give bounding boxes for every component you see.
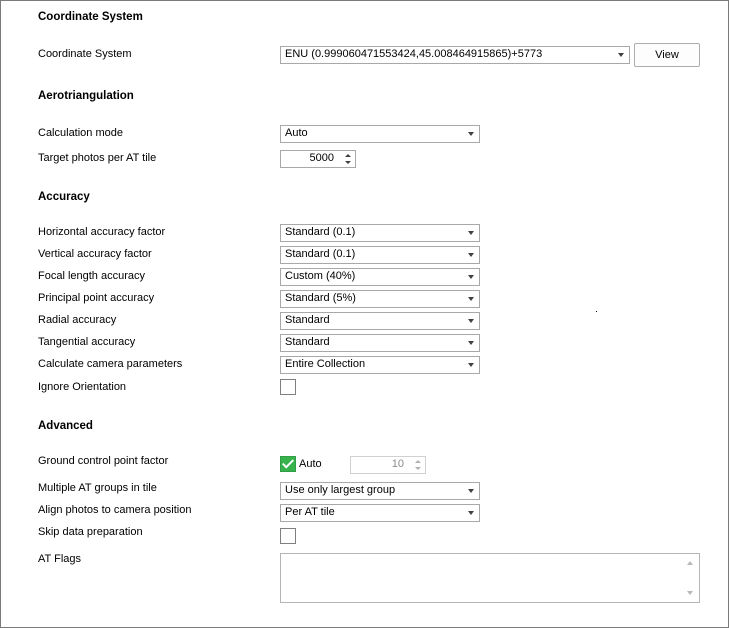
focal-length-accuracy-label: Focal length accuracy xyxy=(38,270,145,282)
multiple-groups-value: Use only largest group xyxy=(285,484,396,496)
tangential-accuracy-dropdown[interactable] xyxy=(280,334,480,352)
chevron-down-icon xyxy=(468,341,474,345)
align-photos-label: Align photos to camera position xyxy=(38,504,192,516)
calculation-mode-dropdown[interactable] xyxy=(280,125,480,143)
target-photos-label: Target photos per AT tile xyxy=(38,152,157,164)
at-flags-textarea[interactable] xyxy=(280,553,700,603)
radial-accuracy-dropdown[interactable] xyxy=(280,312,480,330)
multiple-groups-label: Multiple AT groups in tile xyxy=(38,482,157,494)
spin-up-icon[interactable] xyxy=(345,154,351,157)
principal-point-accuracy-label: Principal point accuracy xyxy=(38,292,155,304)
coordinate-system-dropdown[interactable] xyxy=(280,46,630,64)
spin-up-icon[interactable] xyxy=(415,460,421,463)
gcp-factor-spinbox[interactable] xyxy=(350,456,426,474)
chevron-down-icon xyxy=(468,253,474,257)
chevron-down-icon xyxy=(468,275,474,279)
radial-accuracy-label: Radial accuracy xyxy=(38,314,117,326)
chevron-down-icon xyxy=(468,511,474,515)
skip-data-preparation-checkbox[interactable] xyxy=(280,528,296,544)
radial-accuracy-value: Standard xyxy=(285,314,330,326)
chevron-down-icon xyxy=(468,489,474,493)
gcp-auto-label: Auto xyxy=(299,458,322,470)
camera-parameters-value: Entire Collection xyxy=(285,358,366,370)
focal-length-accuracy-value: Custom (40%) xyxy=(285,270,356,282)
target-photos-value: 5000 xyxy=(309,152,334,164)
ignore-orientation-checkbox[interactable] xyxy=(280,379,296,395)
coordinate-system-label: Coordinate System xyxy=(38,48,132,60)
chevron-down-icon xyxy=(618,53,624,57)
calculation-mode-value: Auto xyxy=(285,127,308,139)
horizontal-accuracy-dropdown[interactable] xyxy=(280,224,480,242)
horizontal-accuracy-label: Horizontal accuracy factor xyxy=(38,226,166,238)
view-button[interactable]: View xyxy=(634,43,700,67)
section-title-accuracy: Accuracy xyxy=(38,191,90,203)
spin-down-icon[interactable] xyxy=(415,467,421,470)
vertical-accuracy-label: Vertical accuracy factor xyxy=(38,248,152,260)
target-photos-spinbox[interactable] xyxy=(280,150,356,168)
chevron-down-icon xyxy=(468,132,474,136)
coordinate-system-value: ENU (0.999060471553424,45.008464915865)+5773 xyxy=(285,48,543,60)
camera-parameters-label: Calculate camera parameters xyxy=(38,358,183,370)
vertical-accuracy-dropdown[interactable] xyxy=(280,246,480,264)
scroll-up-icon[interactable] xyxy=(687,561,693,565)
chevron-down-icon xyxy=(468,319,474,323)
calculation-mode-label: Calculation mode xyxy=(38,127,123,139)
chevron-down-icon xyxy=(468,297,474,301)
tangential-accuracy-value: Standard xyxy=(285,336,330,348)
gcp-factor-value: 10 xyxy=(391,458,404,470)
gcp-auto-checkbox[interactable] xyxy=(280,456,296,472)
multiple-groups-dropdown[interactable] xyxy=(280,482,480,500)
chevron-down-icon xyxy=(468,363,474,367)
scroll-down-icon[interactable] xyxy=(687,591,693,595)
section-title-aerotriangulation: Aerotriangulation xyxy=(38,90,134,102)
gcp-factor-label: Ground control point factor xyxy=(38,455,169,467)
stray-pixel xyxy=(596,311,597,312)
align-photos-value: Per AT tile xyxy=(285,506,335,518)
horizontal-accuracy-value: Standard (0.1) xyxy=(285,226,356,238)
spin-down-icon[interactable] xyxy=(345,161,351,164)
focal-length-accuracy-dropdown[interactable] xyxy=(280,268,480,286)
checkmark-icon xyxy=(282,456,294,468)
section-title-advanced: Advanced xyxy=(38,420,93,432)
vertical-accuracy-value: Standard (0.1) xyxy=(285,248,356,260)
section-title-coordinate-system: Coordinate System xyxy=(38,11,143,23)
principal-point-accuracy-value: Standard (5%) xyxy=(285,292,356,304)
at-flags-label: AT Flags xyxy=(38,553,81,565)
ignore-orientation-label: Ignore Orientation xyxy=(38,381,127,393)
principal-point-accuracy-dropdown[interactable] xyxy=(280,290,480,308)
align-photos-dropdown[interactable] xyxy=(280,504,480,522)
camera-parameters-dropdown[interactable] xyxy=(280,356,480,374)
skip-data-preparation-label: Skip data preparation xyxy=(38,526,143,538)
chevron-down-icon xyxy=(468,231,474,235)
tangential-accuracy-label: Tangential accuracy xyxy=(38,336,136,348)
